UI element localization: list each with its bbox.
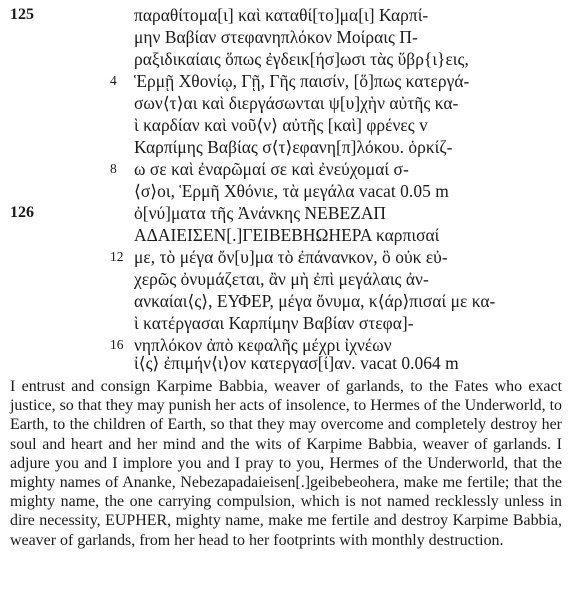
- line-text: ὶ κατέργασαι Καρπίμην Βαβίαν στεφα]-: [134, 313, 414, 333]
- line-text: με, τὸ μέγα ὄν[υ]μα τὸ ἐπάνανκον, ὃ οὐκ εὐ-: [134, 247, 448, 267]
- inscription-line: [0, 92, 569, 114]
- line-text: ἰ⟨ς⟩ ἐπιμήν⟨ι⟩ον κατεργασ[ί]αν. vacat 0.064 m: [134, 353, 459, 373]
- line-text: μην Βαβίαν στεφανηπλόκον Μοίραις Π-: [134, 27, 418, 47]
- line-text: νηπλόκον ἀπὸ κεφαλῆς μέχρι ἰχνέων: [134, 335, 392, 355]
- line-text: ω σε καὶ ἐναρῶμαί σε καὶ ἐνεύχομαί σ-: [134, 159, 409, 179]
- english-translation: I entrust and consign Karpime Babbia, weaver of garlands, to the Fates who exact justice, so that they may punish her acts of insolence, to Hermes of the Underworld, to Earth, to the children of Earth, so that they may overcome and completely destroy her soul and heart and her mind and the wits of Karpime Babbia, weaver of garlands. I adjure you and I implore you and I pray to you, Hermes of the Underworld, that the mighty names of Ananke, Nebezapadaieisen[.]geibebeohera, make me fertile; that the mighty name, the one carrying compulsion, which is not named recklessly unless in dire necessity, EUPHER, mighty name, make me fertile and destroy Karpime Babbia, weaver of garlands, from her head to her footprints with monthly destruction.: [10, 378, 562, 549]
- inscription-line: [0, 136, 569, 158]
- line-number: 4: [110, 73, 117, 88]
- line-number: 12: [110, 249, 124, 264]
- inscription-line: [0, 352, 569, 374]
- line-text: παραθίτομα[ι] καὶ καταθί[το]μα[ι] Καρπί-: [134, 5, 429, 25]
- inscription-line: [0, 158, 569, 180]
- line-text: ὀ[νύ]ματα τῆς Ἀνάνκης ΝΕΒΕΖΑΠ: [134, 203, 387, 223]
- inscription-line: [0, 4, 569, 26]
- line-text: χερῶς ὀνυμάζεται, ἂν μὴ ἐπὶ μεγάλαις ἀν-: [134, 269, 429, 289]
- inscription-line: [0, 48, 569, 70]
- line-text: ⟨σ⟩οι, Ἑρμῆ Χθόνιε, τὰ μεγάλα vacat 0.05 m: [134, 181, 449, 201]
- inscription-line: [0, 26, 569, 48]
- inscription-line: [0, 312, 569, 334]
- line-text: σων⟨τ⟩αι καὶ διεργάσωνται ψ[υ]χὴν αὐτῆς κα-: [134, 93, 459, 113]
- inscription-line: [0, 70, 569, 92]
- line-text: ΑΔΑΙΕΙΣΕΝ[.]ΓΕΙΒΕΒΗΩΗΕΡΑ καρπισαί: [134, 225, 440, 245]
- inscription-line: [0, 202, 569, 224]
- inscription-line: [0, 268, 569, 290]
- section-number: 125: [10, 6, 34, 23]
- line-text: Καρπίμης Βαβίας σ⟨τ⟩εφανη[π]λόκου. ὁρκίζ-: [134, 137, 453, 157]
- inscription-line: [0, 246, 569, 268]
- line-text: ὶ καρδίαν καὶ νοῦ⟨ν⟩ αὐτῆς [καὶ] φρένες v: [134, 115, 428, 135]
- inscription-line: [0, 290, 569, 312]
- line-text: ανκαίαι⟨ς⟩, ΕΥΦΕΡ, μέγα ὄνυμα, κ⟨άρ⟩πισαί με κα-: [134, 291, 496, 311]
- inscription-line: [0, 224, 569, 246]
- line-text: ραξιδικαίαις ὅπως ἐγδεικ[ήσ]ωσι τὰς ὕβρ{ι}εις,: [134, 49, 469, 69]
- line-number: 8: [110, 161, 117, 176]
- section-number: 126: [10, 204, 34, 221]
- inscription-line: [0, 180, 569, 202]
- line-text: Ἑρμῇ Χθονίῳ, Γῇ, Γῆς παισίν, [ὅ]πως κατεργά-: [134, 71, 470, 91]
- line-number: 16: [110, 337, 124, 352]
- inscription-line: [0, 114, 569, 136]
